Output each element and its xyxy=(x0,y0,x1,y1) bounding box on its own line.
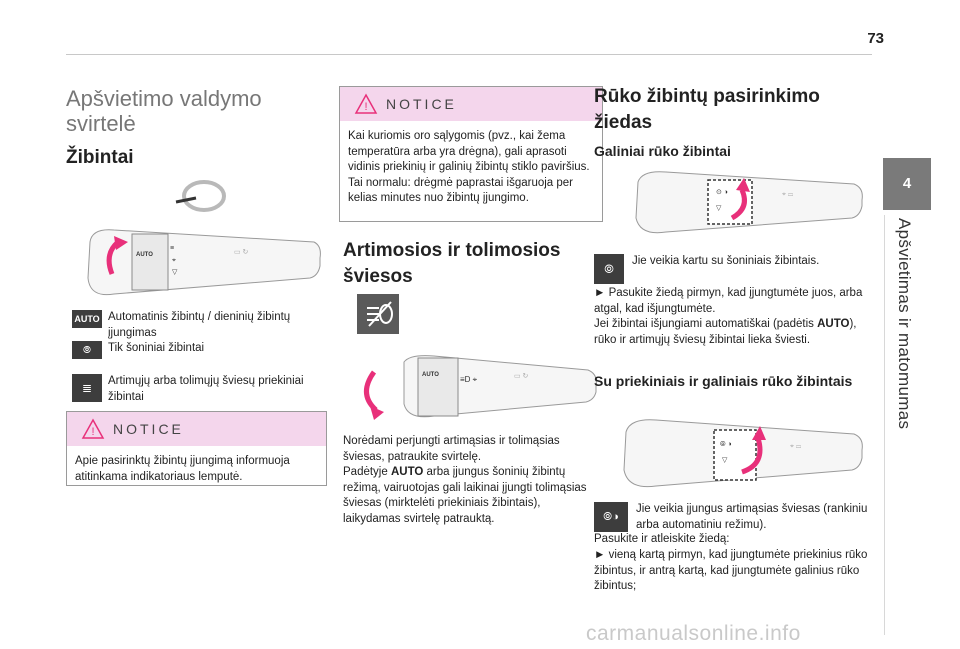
svg-text:▽: ▽ xyxy=(722,457,728,464)
svg-text:⊙ ◑: ⊙ ◑ xyxy=(716,189,729,196)
front-fog-stalk-illustration xyxy=(620,416,870,496)
rear-fog-icon-row: ⦾ Jie veikia kartu su šoniniais žibintais. xyxy=(594,254,870,284)
legend-row-side: ⦾ Tik šoniniai žibintai xyxy=(72,341,328,359)
warning-icon xyxy=(354,93,378,115)
watermark: carmanualsonline.info xyxy=(586,622,801,645)
front-fog-step-intro: Pasukite ir atleiskite žiedą: xyxy=(594,533,730,545)
rear-fog-note: Jei žibintai išjungiami automatiškai (padėtis AUTO), rūko ir artimųjų šviesų žibintai lieka šviesti. xyxy=(594,318,857,346)
subheading-rear-fog: Galiniai rūko žibintai xyxy=(594,143,731,159)
svg-text:≡: ≡ xyxy=(170,245,175,252)
svg-text:!: ! xyxy=(364,101,368,113)
front-fog-step-1: ► vieną kartą pirmyn, kad įjungtumėte priekinius rūko žibintus, ir antrą kartą, kad įjungtumėte galinius rūko žibintus; xyxy=(594,549,868,592)
heading-lights: Žibintai xyxy=(66,147,134,168)
page-number: 73 xyxy=(867,30,884,47)
svg-text:≡D ⌖: ≡D ⌖ xyxy=(460,375,478,384)
high-beam-icon xyxy=(357,294,399,334)
rear-fog-icon: ⦾ xyxy=(594,254,624,284)
side-lights-icon: ⦾ xyxy=(72,341,102,359)
svg-text:▽: ▽ xyxy=(172,269,178,276)
svg-text:AUTO: AUTO xyxy=(136,252,153,258)
chapter-title: Apšvietimas ir matomumas xyxy=(895,218,914,430)
svg-text:⌖ ▭: ⌖ ▭ xyxy=(782,191,794,198)
rear-fog-step: ► Pasukite žiedą pirmyn, kad įjungtumėte juos, arba atgal, kad išjungtumėte. xyxy=(594,287,863,315)
rear-fog-stalk-illustration xyxy=(632,168,870,238)
beam-para-2: Padėtyje AUTO arba įjungus šoninių žibintų režimą, vairuotojas gali laikinai įjungti tolimąsias šviesas (mirktelėti priekiniais žibintais), laikydamas svirtelę patrauktą. xyxy=(343,466,587,525)
tab-divider xyxy=(884,215,885,635)
svg-text:!: ! xyxy=(91,426,95,438)
svg-text:▭ ↻: ▭ ↻ xyxy=(234,249,249,256)
svg-text:AUTO: AUTO xyxy=(422,372,439,378)
svg-text:▽: ▽ xyxy=(716,205,722,212)
headlights-icon: ≣ xyxy=(72,374,102,402)
front-rear-fog-icon: ⦾◑ xyxy=(594,502,628,532)
warning-icon xyxy=(81,418,105,440)
section-title: Apšvietimo valdymo svirtelė xyxy=(66,86,262,136)
front-fog-icon-row: ⦾◑ Jie veikia įjungus artimąsias šviesas (rankiniu arba automatiniu režimu). xyxy=(594,502,870,533)
legend-row-headlights: ≣ Artimųjų arba tolimųjų šviesų priekiniai žibintai xyxy=(72,374,328,405)
lighting-stalk-illustration xyxy=(84,224,324,302)
top-rule xyxy=(66,54,872,55)
beam-para-1: Norėdami perjungti artimąsias ir tolimąsias šviesas, patraukite svirtelę. xyxy=(343,435,560,463)
auto-badge-icon: AUTO xyxy=(72,310,102,328)
beam-stalk-illustration xyxy=(354,348,604,426)
heading-fog: Rūko žibintų pasirinkimo žiedas xyxy=(594,86,820,133)
chapter-tab[interactable]: 4 xyxy=(883,158,931,210)
subheading-front-rear-fog: Su priekiniais ir galiniais rūko žibintais xyxy=(594,373,853,389)
svg-text:⌖: ⌖ xyxy=(172,257,176,264)
notice-box-2: ! NOTICE Kai kuriomis oro sąlygomis (pvz., kai žema temperatūra arba yra drėgna), gali aprasoti vidinis priekinių ir galinių žibintų stiklo paviršius. Tai normalu: drėgmė paprastai išgaruoja per kelias minutes nuo žibintų įjungimo. xyxy=(339,86,603,222)
notice-box-1: ! NOTICE Apie pasirinktų žibintų įjungimą informuoja atitinkama indikatoriaus lemputė. xyxy=(66,411,327,486)
heading-beams: Artimosios ir tolimosios šviesos xyxy=(343,240,561,287)
svg-text:⌖ ▭: ⌖ ▭ xyxy=(790,443,802,450)
svg-text:▭ ↻: ▭ ↻ xyxy=(514,373,529,380)
steering-wheel-icon xyxy=(170,178,230,218)
legend-row-auto: AUTO Automatinis žibintų / dieninių žibintų įjungimas xyxy=(72,310,328,341)
svg-text:⦾ ◑: ⦾ ◑ xyxy=(720,441,732,448)
